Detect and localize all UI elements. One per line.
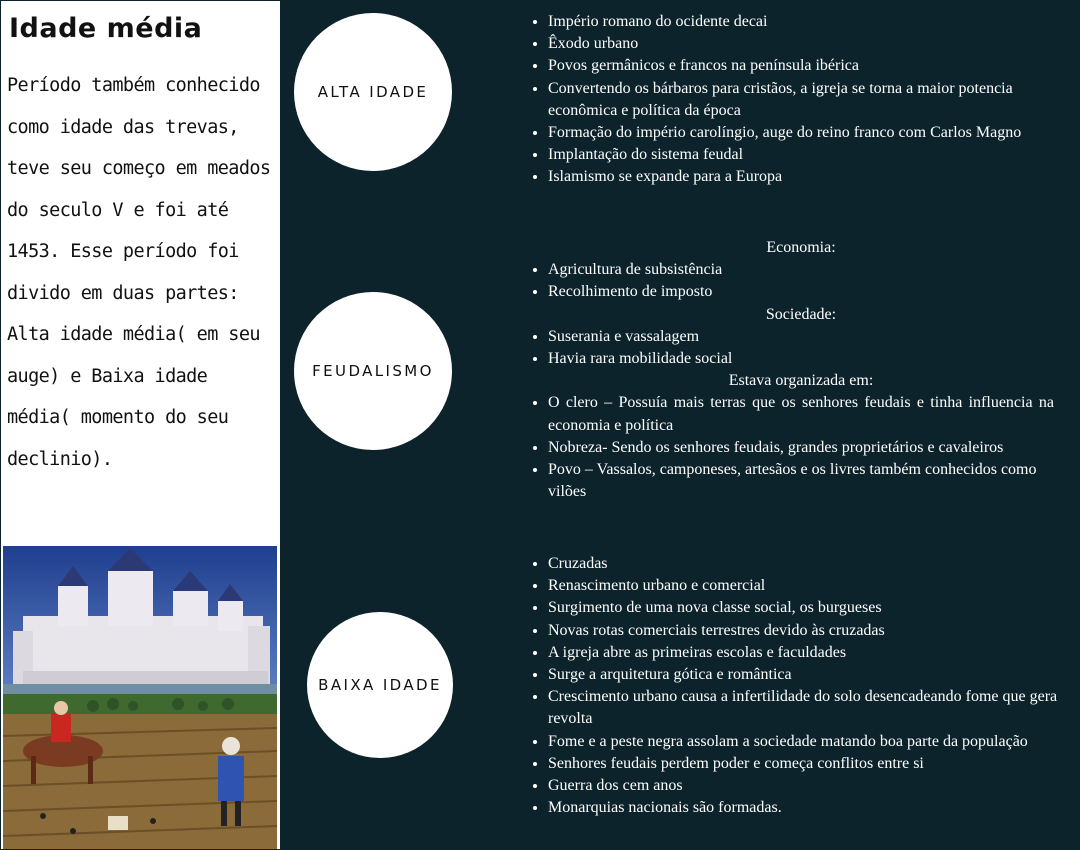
list-item: • Fome e a peste negra assolam a sociedade matando boa parte da população bbox=[548, 731, 1072, 753]
list-item: • Renascimento urbano e comercial bbox=[548, 575, 1072, 597]
list-item: • Monarquias nacionais são formadas. bbox=[548, 797, 1072, 819]
list-item: • Crescimento urbano causa a infertilidade do solo desencadeando fome que gera revolta bbox=[548, 686, 1072, 730]
circle-label: BAIXA IDADE bbox=[318, 676, 442, 694]
baixa-idade-list bbox=[527, 553, 1072, 819]
feudalismo-list bbox=[527, 237, 1054, 503]
list-item: • Cruzadas bbox=[548, 553, 1072, 575]
list-item: • Surge a arquitetura gótica e romântica bbox=[548, 664, 1072, 686]
circle-label: ALTA IDADE bbox=[317, 83, 429, 101]
economia-heading: Economia: bbox=[766, 239, 836, 256]
list-item: • Agricultura de subsistência bbox=[548, 259, 1054, 281]
circle-label: FEUDALISMO bbox=[312, 362, 434, 380]
list-item: • Nobreza- Sendo os senhores feudais, grandes proprietários e cavaleiros bbox=[548, 437, 1054, 459]
list-item: • Suserania e vassalagem bbox=[548, 326, 1054, 348]
circle-baixa-idade bbox=[307, 612, 453, 758]
list-item: • Implantação do sistema feudal bbox=[548, 144, 1047, 166]
list-item: • Povo – Vassalos, camponeses, artesãos e os livres também conhecidos como vilões bbox=[548, 459, 1054, 503]
left-panel bbox=[0, 0, 281, 850]
list-item: • Recolhimento de imposto bbox=[548, 281, 1054, 303]
list-item: • Guerra dos cem anos bbox=[548, 775, 1072, 797]
list-item: • Êxodo urbano bbox=[548, 33, 1047, 55]
organizada-heading: Estava organizada em: bbox=[728, 372, 874, 390]
list-item: • Islamismo se expande para a Europa bbox=[548, 166, 1047, 188]
alta-idade-list bbox=[527, 11, 1047, 189]
list-item: • Havia rara mobilidade social bbox=[548, 348, 1054, 370]
list-item: • Surgimento de uma nova classe social, os burgueses bbox=[548, 597, 1072, 619]
circle-alta-idade bbox=[294, 13, 452, 171]
list-item: • Novas rotas comerciais terrestres devido às cruzadas bbox=[548, 620, 1072, 642]
sociedade-heading: Sociedade: bbox=[765, 305, 837, 323]
list-item: • O clero – Possuía mais terras que os senhores feudais e tinha influencia na economia e política bbox=[548, 392, 1054, 436]
circle-feudalismo bbox=[294, 292, 452, 450]
list-item: • Povos germânicos e francos na península ibérica bbox=[548, 55, 1047, 77]
page-title: Idade média bbox=[9, 13, 203, 44]
list-item: • Império romano do ocidente decai bbox=[548, 11, 1047, 33]
list-item: • Formação do império carolíngio, auge do reino franco com Carlos Magno bbox=[548, 122, 1047, 144]
list-item: • Senhores feudais perdem poder e começa conflitos entre si bbox=[548, 753, 1072, 775]
list-item: • A igreja abre as primeiras escolas e faculdades bbox=[548, 642, 1072, 664]
medieval-painting-image bbox=[3, 546, 277, 849]
list-item: • Convertendo os bárbaros para cristãos, a igreja se torna a maior potencia econômica e política da época bbox=[548, 78, 1047, 122]
intro-paragraph: Período também conhecido como idade das trevas, teve seu começo em meados do seculo V e foi até 1453. Esse período foi divido em duas partes: Alta idade média( em seu auge) e Baixa idade média( momento do seu declinio). bbox=[7, 75, 271, 470]
